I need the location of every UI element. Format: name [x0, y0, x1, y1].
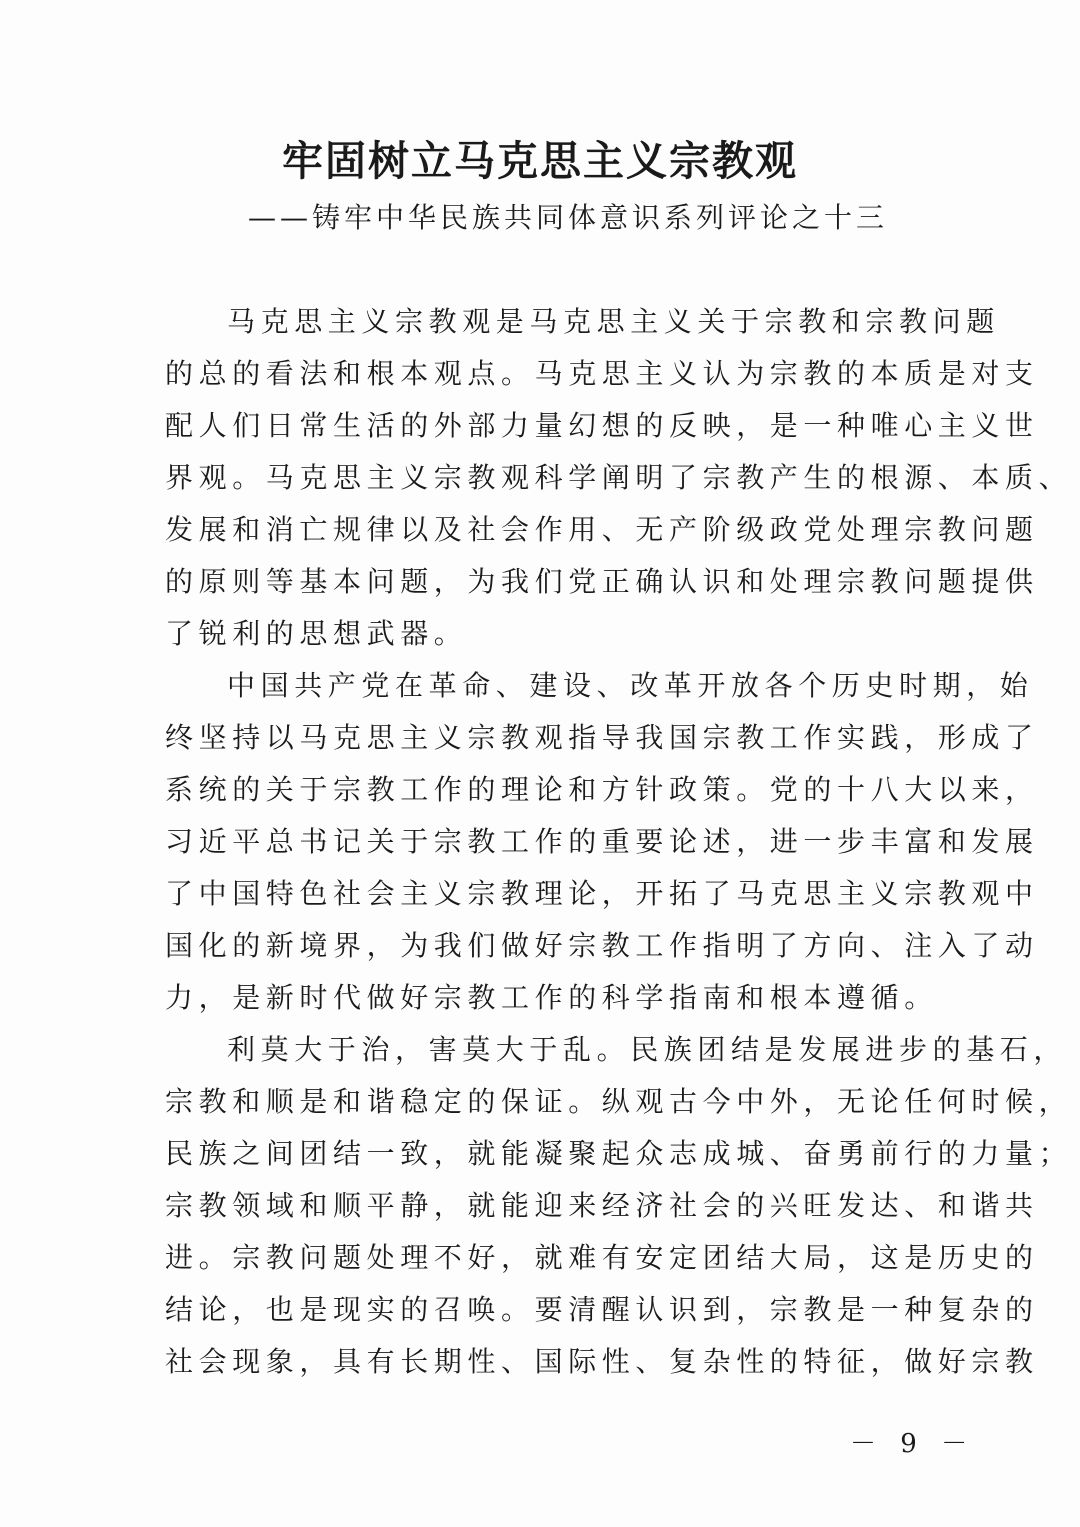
- body-line: 利莫大于治，害莫大于乱。民族团结是发展进步的基石，: [227, 1033, 1068, 1066]
- body-line: 国化的新境界，为我们做好宗教工作指明了方向、注入了动: [165, 929, 1039, 962]
- page-number: － 9 －: [850, 1429, 976, 1459]
- body-line: 配人们日常生活的外部力量幻想的反映，是一种唯心主义世: [165, 409, 1039, 442]
- body-line: 发展和消亡规律以及社会作用、无产阶级政党处理宗教问题: [165, 513, 1039, 546]
- body-line: 的原则等基本问题，为我们党正确认识和处理宗教问题提供: [165, 565, 1039, 598]
- article-subtitle: ——铸牢中华民族共同体意识系列评论之十三: [248, 201, 889, 234]
- body-line: 宗教和顺是和谐稳定的保证。纵观古今中外，无论任何时候，: [165, 1085, 1073, 1118]
- body-line: 的总的看法和根本观点。马克思主义认为宗教的本质是对支: [165, 357, 1039, 390]
- body-line: 系统的关于宗教工作的理论和方针政策。党的十八大以来，: [165, 773, 1039, 806]
- body-line: 进。宗教问题处理不好，就难有安定团结大局，这是历史的: [165, 1241, 1039, 1274]
- body-line: 习近平总书记关于宗教工作的重要论述，进一步丰富和发展: [165, 825, 1039, 858]
- body-line: 了锐利的思想武器。: [165, 617, 468, 650]
- article-body: [165, 296, 1072, 1388]
- body-line: 宗教领域和顺平静，就能迎来经济社会的兴旺发达、和谐共: [165, 1189, 1039, 1222]
- article-title: 牢固树立马克思主义宗教观: [282, 137, 798, 185]
- body-line: 终坚持以马克思主义宗教观指导我国宗教工作实践，形成了: [165, 721, 1039, 754]
- body-line: 中国共产党在革命、建设、改革开放各个历史时期，始: [227, 669, 1034, 702]
- body-line: 界观。马克思主义宗教观科学阐明了宗教产生的根源、本质、: [165, 461, 1073, 494]
- body-line: 社会现象，具有长期性、国际性、复杂性的特征，做好宗教: [165, 1345, 1039, 1378]
- body-line: 结论，也是现实的召唤。要清醒认识到，宗教是一种复杂的: [165, 1293, 1039, 1326]
- body-line: 力，是新时代做好宗教工作的科学指南和根本遵循。: [165, 981, 938, 1014]
- body-line: 民族之间团结一致，就能凝聚起众志成城、奋勇前行的力量；: [165, 1137, 1073, 1170]
- body-line: 了中国特色社会主义宗教理论，开拓了马克思主义宗教观中: [165, 877, 1039, 910]
- body-line: 马克思主义宗教观是马克思主义关于宗教和宗教问题: [227, 305, 1000, 338]
